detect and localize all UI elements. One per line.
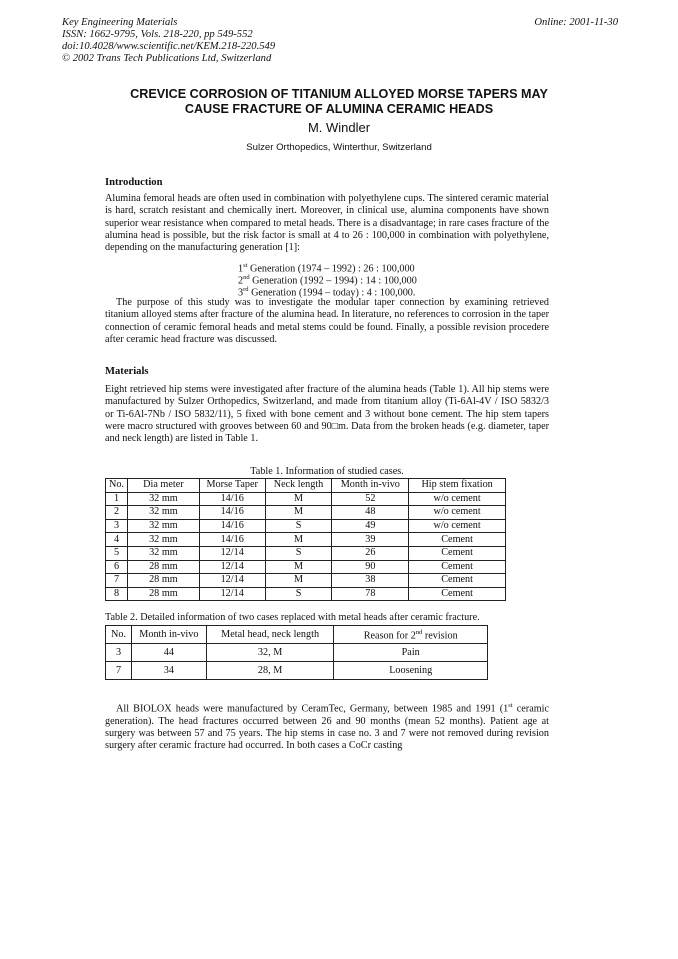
paper-title [80, 87, 598, 117]
table-cell: 12/14 [199, 587, 265, 601]
table-cell: 39 [332, 533, 409, 547]
table-cell: 6 [106, 560, 128, 574]
table-row [106, 533, 506, 547]
table-1 [105, 478, 506, 601]
table-row [106, 574, 506, 588]
table-cell: 52 [332, 492, 409, 506]
introduction-paragraph-1: Alumina femoral heads are often used in combination with polyethylene cups. The sintered ceramic material is hard, scratch resistant and chemically inert. Moreover, in clinical use, alumina components have shown superior wear resistance when compared to metal heads. There is a disadvantage; in rare cases fracture of the alumina head is possible, but the risk factor is small at 4 to 26 : 100,000 in combination with polyethylene, depending on the manufacturing generation [1]: [105, 193, 549, 254]
table-cell: 32 mm [127, 506, 199, 520]
table-cell: 26 [332, 546, 409, 560]
table-cell: 78 [332, 587, 409, 601]
table-1-header: No. [106, 479, 128, 493]
table-cell: 28 mm [127, 560, 199, 574]
table-cell: 3 [106, 519, 128, 533]
table-cell: 32 mm [127, 519, 199, 533]
introduction-paragraph-2: The purpose of this study was to investigate the modular taper connection by examining retrieved titanium alloyed stems after fracture of the alumina head. In literature, no references to corrosion in the taper connection of ceramic femoral heads and metal stems could be found. Finally, a possible revision procedere after ceramic head fracture was discussed. [105, 297, 549, 345]
table-cell: Cement [409, 574, 506, 588]
table-row [106, 587, 506, 601]
table-1-header: Dia meter [127, 479, 199, 493]
table-1-caption: Table 1. Information of studied cases. [250, 466, 404, 477]
table-cell: Loosening [334, 662, 488, 680]
table-cell: M [265, 574, 332, 588]
table-cell: 4 [106, 533, 128, 547]
table-cell: 12/14 [199, 560, 265, 574]
affiliation: Sulzer Orthopedics, Winterthur, Switzerland [246, 142, 432, 153]
results-paragraph: All BIOLOX heads were manufactured by CeramTec, Germany, between 1985 and 1991 (1st ceramic generation). The head fractures occurred between 26 and 90 months (mean 52 months). Patient age at surgery was between 57 and 75 years. The hip stems in case no. 3 and 7 were not removed during revision surgery after ceramic fracture had occurred. In both cases a CoCr casting [105, 702, 549, 752]
generation-line-1: 1st Generation (1974 – 1992) : 26 : 100,000 [238, 262, 415, 275]
table-cell: M [265, 533, 332, 547]
table-2-header: Reason for 2nd revision [334, 626, 488, 644]
table-2-header-row [106, 626, 488, 644]
materials-paragraph: Eight retrieved hip stems were investigated after fracture of the alumina heads (Table 1). All hip stems were manufactured by Sulzer Orthopedics, Switzerland, and made from titanium alloy (Ti-6Al-4V / ISO 5832/3 or Ti-6Al-7Nb / ISO 5832/11), 5 fixed with bone cement and 3 without bone cement. The hip stem tapers were macro structured with grooves between 60 and 90□m. Data from the broken heads (e.g. diameter, taper and neck length) are listed in Table 1. [105, 384, 549, 445]
table-cell: S [265, 519, 332, 533]
table-1-header: Hip stem fixation [409, 479, 506, 493]
table-cell: 32 mm [127, 492, 199, 506]
table-cell: M [265, 506, 332, 520]
table-cell: M [265, 492, 332, 506]
table-cell: 28 mm [127, 574, 199, 588]
title-line-1: CREVICE CORROSION OF TITANIUM ALLOYED MORSE TAPERS MAY [130, 87, 548, 101]
title-line-2: CAUSE FRACTURE OF ALUMINA CERAMIC HEADS [184, 102, 494, 116]
table-row [106, 519, 506, 533]
online-date: Online: 2001-11-30 [534, 17, 618, 28]
table-cell: 14/16 [199, 533, 265, 547]
table-cell: 32 mm [127, 546, 199, 560]
journal-name: Key Engineering Materials [62, 17, 178, 28]
table-1-header: Month in-vivo [332, 479, 409, 493]
table-cell: S [265, 587, 332, 601]
table-cell: Cement [409, 560, 506, 574]
table-cell: 32 mm [127, 533, 199, 547]
table-cell: 34 [131, 662, 206, 680]
table-cell: 44 [131, 644, 206, 662]
table-1-header-row [106, 479, 506, 493]
table-cell: Cement [409, 587, 506, 601]
materials-heading: Materials [105, 366, 149, 377]
table-cell: 7 [106, 662, 132, 680]
table-cell: Cement [409, 546, 506, 560]
table-1-header: Neck length [265, 479, 332, 493]
table-cell: 2 [106, 506, 128, 520]
generation-line-3: 3rd Generation (1994 – today) : 4 : 100,000. [238, 286, 416, 299]
table-cell: S [265, 546, 332, 560]
table-cell: M [265, 560, 332, 574]
table-row [106, 546, 506, 560]
table-cell: 14/16 [199, 492, 265, 506]
table-2-header: Month in-vivo [131, 626, 206, 644]
table-cell: 32, M [206, 644, 334, 662]
table-2-header: No. [106, 626, 132, 644]
table-cell: 1 [106, 492, 128, 506]
author: M. Windler [307, 120, 371, 135]
table-2-header: Metal head, neck length [206, 626, 334, 644]
table-row [106, 662, 488, 680]
table-cell: 8 [106, 587, 128, 601]
table-cell: 49 [332, 519, 409, 533]
table-cell: 90 [332, 560, 409, 574]
table-cell: 14/16 [199, 506, 265, 520]
table-cell: 3 [106, 644, 132, 662]
table-1-header: Morse Taper [199, 479, 265, 493]
generation-line-2: 2nd Generation (1992 – 1994) : 14 : 100,000 [238, 274, 417, 287]
table-cell: 28, M [206, 662, 334, 680]
table-cell: 7 [106, 574, 128, 588]
introduction-heading: Introduction [105, 177, 163, 188]
table-row [106, 644, 488, 662]
table-cell: 12/14 [199, 574, 265, 588]
table-row [106, 560, 506, 574]
table-2-caption: Table 2. Detailed information of two cases replaced with metal heads after ceramic fracture. [105, 612, 480, 623]
table-cell: 38 [332, 574, 409, 588]
journal-header [62, 17, 275, 65]
copyright-line: © 2002 Trans Tech Publications Ltd, Switzerland [62, 53, 272, 64]
table-cell: Pain [334, 644, 488, 662]
table-cell: 5 [106, 546, 128, 560]
table-cell: w/o cement [409, 506, 506, 520]
table-cell: w/o cement [409, 519, 506, 533]
table-cell: w/o cement [409, 492, 506, 506]
table-cell: 14/16 [199, 519, 265, 533]
doi-line: doi:10.4028/www.scientific.net/KEM.218-220.549 [62, 41, 276, 52]
table-cell: 48 [332, 506, 409, 520]
table-row [106, 492, 506, 506]
table-cell: 28 mm [127, 587, 199, 601]
table-cell: Cement [409, 533, 506, 547]
issn-line: ISSN: 1662-9795, Vols. 218-220, pp 549-552 [62, 29, 253, 40]
table-2 [105, 625, 488, 680]
table-row [106, 506, 506, 520]
table-cell: 12/14 [199, 546, 265, 560]
